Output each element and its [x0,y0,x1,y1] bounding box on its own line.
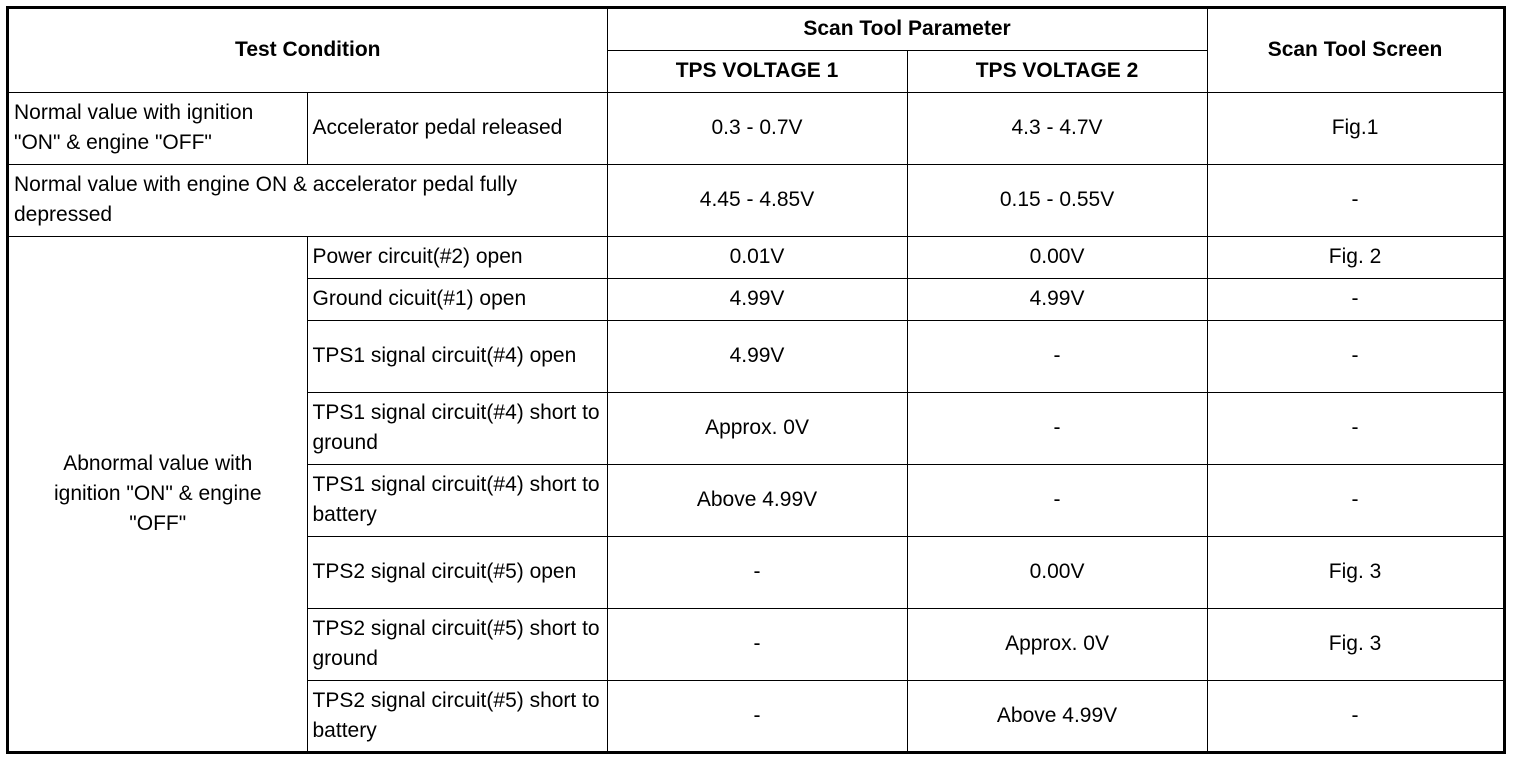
diagnostic-table-frame [6,6,1506,754]
tps-voltage-1-cell: 4.99V [607,278,907,320]
header-tps-voltage-2: TPS VOLTAGE 2 [907,50,1207,92]
scan-tool-screen-cell: - [1207,278,1503,320]
table-row [9,92,1503,164]
scan-tool-screen-cell: - [1207,320,1503,392]
table-row [9,236,1503,278]
tps-voltage-1-cell: 4.45 - 4.85V [607,164,907,236]
tps-voltage-2-cell: 4.99V [907,278,1207,320]
scan-tool-screen-cell: Fig. 3 [1207,608,1503,680]
tps-voltage-1-cell: - [607,536,907,608]
tps-voltage-1-cell: 4.99V [607,320,907,392]
sub-condition-cell: TPS2 signal circuit(#5) open [307,536,607,608]
header-tps-voltage-1: TPS VOLTAGE 1 [607,50,907,92]
scan-tool-screen-cell: Fig.1 [1207,92,1503,164]
tps-voltage-1-cell: - [607,608,907,680]
tps-voltage-2-cell: Above 4.99V [907,680,1207,752]
scan-tool-screen-cell: Fig. 2 [1207,236,1503,278]
table-row [9,164,1503,236]
tps-voltage-1-cell: - [607,680,907,752]
scan-tool-screen-cell: - [1207,680,1503,752]
tps-voltage-2-cell: - [907,464,1207,536]
tps-diagnostic-table [9,9,1504,753]
sub-condition-cell: TPS2 signal circuit(#5) short to ground [307,608,607,680]
tps-voltage-2-cell: 0.15 - 0.55V [907,164,1207,236]
tps-voltage-1-cell: Above 4.99V [607,464,907,536]
tps-voltage-1-cell: 0.01V [607,236,907,278]
tps-voltage-2-cell: 4.3 - 4.7V [907,92,1207,164]
tps-voltage-2-cell: - [907,392,1207,464]
tps-voltage-2-cell: 0.00V [907,536,1207,608]
tps-voltage-2-cell: - [907,320,1207,392]
sub-condition-cell: Power circuit(#2) open [307,236,607,278]
tps-voltage-2-cell: Approx. 0V [907,608,1207,680]
condition-cell: Normal value with engine ON & accelerator pedal fully depressed [9,164,607,236]
condition-cell: Normal value with ignition "ON" & engine "OFF" [9,92,307,164]
tps-voltage-1-cell: Approx. 0V [607,392,907,464]
sub-condition-cell: Accelerator pedal released [307,92,607,164]
sub-condition-cell: TPS1 signal circuit(#4) open [307,320,607,392]
header-scan-tool-parameter: Scan Tool Parameter [607,9,1207,50]
scan-tool-screen-cell: Fig. 3 [1207,536,1503,608]
header-row-1 [9,9,1503,50]
header-scan-tool-screen: Scan Tool Screen [1207,9,1503,92]
sub-condition-cell: TPS1 signal circuit(#4) short to battery [307,464,607,536]
abnormal-condition-cell: Abnormal value with ignition "ON" & engine "OFF" [9,236,307,752]
sub-condition-cell: TPS1 signal circuit(#4) short to ground [307,392,607,464]
tps-voltage-2-cell: 0.00V [907,236,1207,278]
sub-condition-cell: Ground cicuit(#1) open [307,278,607,320]
tps-voltage-1-cell: 0.3 - 0.7V [607,92,907,164]
scan-tool-screen-cell: - [1207,464,1503,536]
sub-condition-cell: TPS2 signal circuit(#5) short to battery [307,680,607,752]
scan-tool-screen-cell: - [1207,164,1503,236]
header-test-condition: Test Condition [9,9,607,92]
scan-tool-screen-cell: - [1207,392,1503,464]
